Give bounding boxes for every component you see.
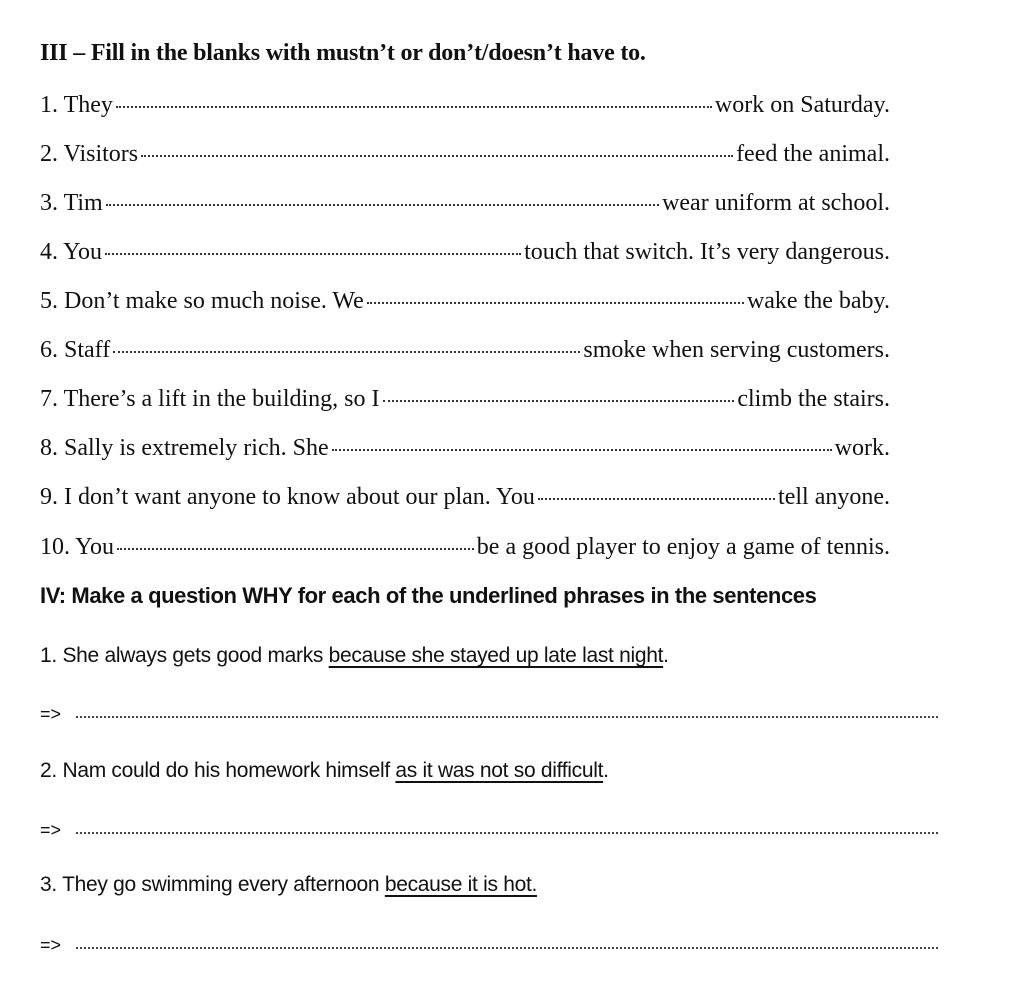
item-text-after-blank: be a good player to enjoy a game of tennis. (476, 534, 890, 560)
exercise-item-7 (40, 386, 890, 418)
exercise-item-10 (40, 534, 890, 566)
item-text-before-blank: 4. You (40, 239, 103, 265)
answer-blank[interactable] (141, 154, 733, 157)
answer-blank[interactable] (383, 399, 735, 402)
answer-blank[interactable] (76, 946, 938, 949)
item-text-after-blank: work on Saturday. (714, 92, 890, 118)
item-text-after-blank: tell anyone. (778, 484, 890, 510)
answer-line-2 (40, 820, 938, 844)
answer-line-1 (40, 704, 938, 728)
answer-blank[interactable] (106, 203, 659, 206)
why-question-3 (40, 873, 537, 897)
exercise-item-5 (40, 288, 890, 320)
exercise-item-6 (40, 337, 890, 369)
item-text-after-blank: climb the stairs. (737, 386, 890, 412)
item-text-before-blank: 1. They (40, 92, 113, 118)
answer-blank[interactable] (367, 301, 744, 304)
answer-blank[interactable] (332, 448, 832, 451)
item-text-before-blank: 8. Sally is extremely rich. She (40, 435, 329, 461)
exercise-item-4 (40, 239, 890, 271)
answer-blank[interactable] (76, 715, 938, 718)
question-end: . (663, 644, 669, 667)
answer-blank[interactable] (113, 350, 580, 353)
item-text-after-blank: work. (834, 435, 890, 461)
section-3-heading: III – Fill in the blanks with mustn’t or don’t/doesn’t have to. (40, 40, 646, 66)
underlined-phrase: because it is hot. (384, 873, 538, 896)
answer-arrow: => (40, 704, 62, 724)
item-text-before-blank: 7. There’s a lift in the building, so I (40, 386, 380, 412)
why-question-2 (40, 759, 609, 783)
exercise-item-3 (40, 190, 890, 222)
exercise-item-8 (40, 435, 890, 467)
exercise-item-9 (40, 484, 890, 516)
exercise-item-1 (40, 92, 890, 124)
item-text-before-blank: 10. You (40, 534, 115, 560)
question-text: 2. Nam could do his homework himself (40, 759, 396, 782)
question-end: . (603, 759, 609, 782)
item-text-before-blank: 3. Tim (40, 190, 103, 216)
answer-blank[interactable] (76, 831, 938, 834)
item-text-after-blank: touch that switch. It’s very dangerous. (524, 239, 890, 265)
question-text: 1. She always gets good marks (40, 644, 329, 667)
answer-arrow: => (40, 820, 62, 840)
item-text-after-blank: feed the animal. (736, 141, 890, 167)
item-text-after-blank: wear uniform at school. (662, 190, 890, 216)
item-text-after-blank: smoke when serving customers. (583, 337, 890, 363)
item-text-before-blank: 2. Visitors (40, 141, 139, 167)
answer-blank[interactable] (116, 105, 712, 108)
why-question-1 (40, 644, 669, 668)
underlined-phrase: because she stayed up late last night (328, 644, 664, 667)
answer-blank[interactable] (117, 547, 474, 550)
item-text-before-blank: 5. Don’t make so much noise. We (40, 288, 364, 314)
question-text: 3. They go swimming every afternoon (40, 873, 385, 896)
item-text-after-blank: wake the baby. (746, 288, 890, 314)
exercise-item-2 (40, 141, 890, 173)
section-4-heading: IV: Make a question WHY for each of the underlined phrases in the sentences (40, 583, 817, 608)
underlined-phrase: as it was not so difficult (395, 759, 604, 782)
item-text-before-blank: 9. I don’t want anyone to know about our plan. You (40, 484, 535, 510)
answer-line-3 (40, 935, 938, 959)
item-text-before-blank: 6. Staff (40, 337, 111, 363)
answer-blank[interactable] (105, 252, 521, 255)
answer-blank[interactable] (538, 497, 775, 500)
answer-arrow: => (40, 935, 62, 955)
